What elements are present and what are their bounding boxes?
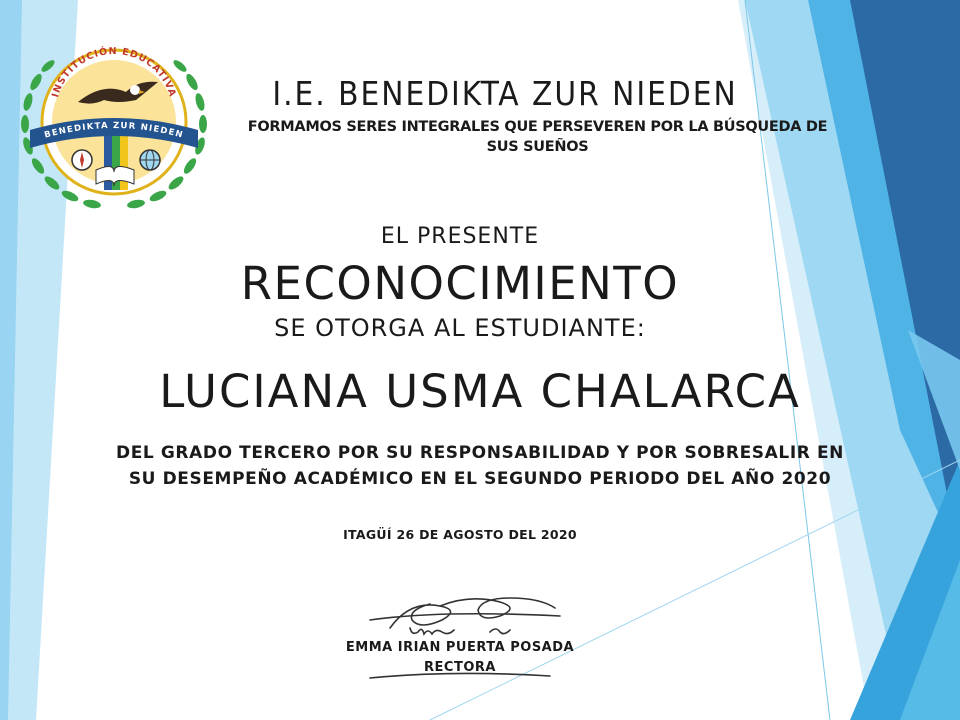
award-reason-line-1: DEL GRADO TERCERO POR SU RESPONSABILIDAD Y POR SOBRESALIR EN [115, 443, 845, 463]
certificate-intro: EL PRESENTE [380, 224, 540, 249]
globe-icon [140, 150, 160, 170]
school-name: I.E. BENEDIKTA ZUR NIEDEN [272, 74, 738, 113]
place-and-date: ITAGÜÍ 26 DE AGOSTO DEL 2020 [343, 527, 577, 542]
certificate-subtitle: SE OTORGA AL ESTUDIANTE: [274, 314, 646, 342]
compass-icon [72, 150, 92, 170]
signer-role: RECTORA [424, 660, 496, 675]
school-motto: FORMAMOS SERES INTEGRALES QUE PERSEVEREN POR LA BÚSQUEDA DE SUS SUEÑOS [247, 119, 828, 155]
certificate-title: RECONOCIMIENTO [240, 257, 680, 310]
student-name: LUCIANA USMA CHALARCA [159, 365, 801, 418]
school-seal-logo [8, 20, 220, 215]
signer-name: EMMA IRIAN PUERTA POSADA [345, 640, 575, 655]
award-reason-line-2: SU DESEMPEÑO ACADÉMICO EN EL SEGUNDO PERIODO DEL AÑO 2020 [128, 469, 832, 489]
seal-arc-text: INSTITUCIÓN EDUCATIVA [50, 45, 178, 99]
seal-ribbon-text: BENEDIKTA ZUR NIEDEN [43, 120, 185, 141]
